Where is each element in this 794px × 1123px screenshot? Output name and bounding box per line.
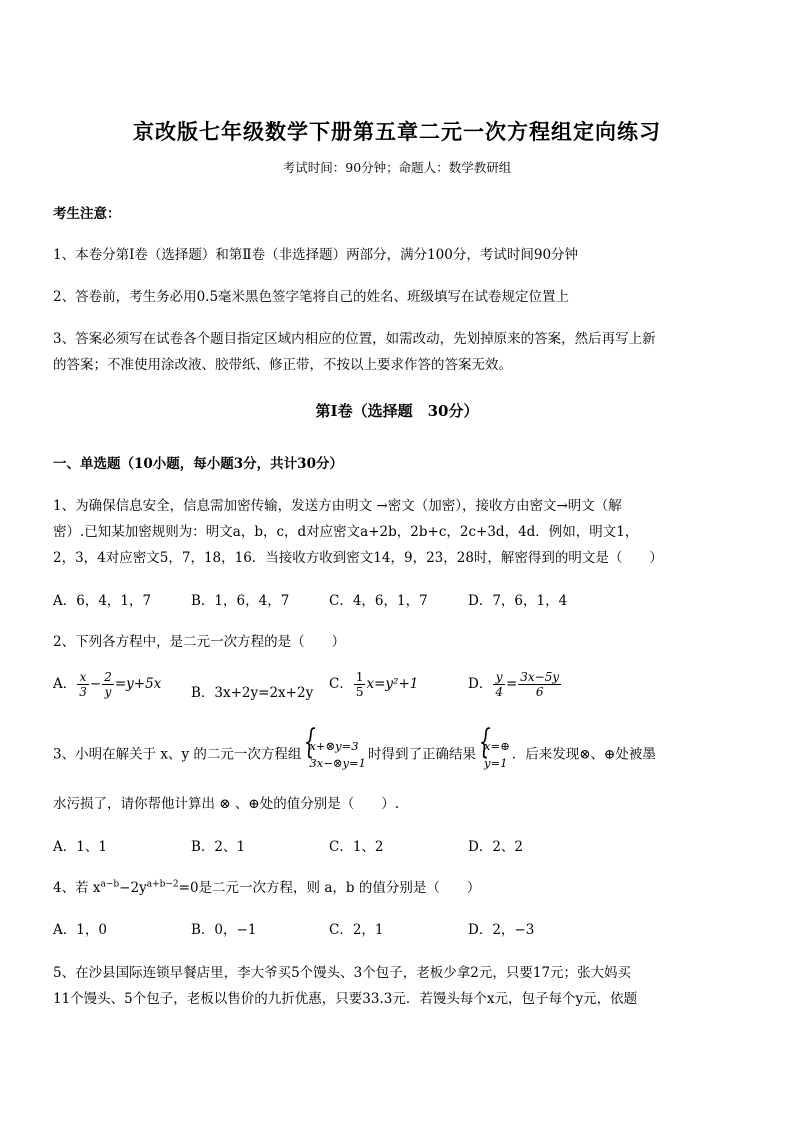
page-title: 京改版七年级数学下册第五章二元一次方程组定向练习: [133, 119, 661, 144]
q2-stem: 2、下列各方程中，是二元一次方程的是（ ）: [53, 634, 346, 650]
q1-stem-line: 1、为确保信息安全，信息需加密传输，发送方由明文 →密文（加密），接收方由密文→明文（解: [53, 498, 622, 514]
equation-system: { x+⊗y=3 3x−⊗y=1: [303, 738, 366, 772]
fraction: $\frac{3x-5y}{6}$: [520, 670, 560, 699]
fraction: $\frac{y}{4}$: [495, 670, 503, 699]
fraction: $\frac{2}{y}$: [104, 670, 112, 699]
fraction: $\frac{1}{5}$: [355, 670, 364, 699]
q2-option-a: A． $\frac{x}{3}$ − $\frac{2}{y}$ =y+5x: [53, 670, 162, 699]
q1-stem-line: 密）.已知某加密规则为：明文a，b，c，d对应密文a+2b，2b+c，2c+3d，4d．例如，明文1，: [53, 524, 639, 540]
fraction: $\frac{x}{3}$: [79, 670, 87, 699]
q4-option-b: B．0，−1: [191, 922, 257, 938]
notice-heading: 考生注意：: [53, 206, 121, 222]
q1-stem-line: 2，3，4对应密文5，7，18，16．当接收方收到密文14，9，23，28时，解密得到的明文是（ ）: [53, 550, 663, 566]
q3-option-c: C．1、2: [329, 839, 384, 855]
q3-option-b: B．2、1: [191, 839, 246, 855]
q2-option-c: C． $\frac{1}{5}$ x=y²+1: [329, 670, 419, 699]
q5-stem-line: 11个馒头、5个包子，老板以售价的九折优惠，只要33.3元．若馒头每个x元，包子每个y元，依题: [53, 991, 638, 1007]
q5-stem-line: 5、在沙县国际连锁早餐店里，李大爷买5个馒头、3个包子，老板少拿2元，只要17元；张大妈买: [53, 965, 632, 981]
q1-option-c: C．4，6，1，7: [329, 593, 428, 609]
option-label: A．: [53, 676, 77, 692]
solution-system: { x=⊕ y=1: [478, 738, 510, 772]
section-heading: 第Ⅰ卷（选择题 30分）: [315, 402, 479, 420]
q1-option-a: A．6，4，1，7: [53, 593, 152, 609]
q2-option-d: D． $\frac{y}{4}$ = $\frac{3x-5y}{6}$: [468, 670, 560, 699]
part-heading: 一、单选题（10小题，每小题3分，共计30分）: [53, 456, 343, 472]
q3-stem-line: 水污损了，请你帮他计算出 ⊗ 、⊕处的值分别是（ ）.: [53, 796, 399, 812]
q4-option-d: D．2，−3: [468, 922, 535, 938]
q4-stem: 4、若 $x^{a-b}-2y^{a+b-2}=0$是二元一次方程，则 a，b 的值分别是（ ）: [53, 879, 481, 896]
q2-option-b: B．3x+2y=2x+2y: [191, 685, 314, 701]
q4-option-c: C．2，1: [329, 922, 384, 938]
q1-option-b: B．1，6，4，7: [191, 593, 290, 609]
exam-info: 考试时间：90分钟；命题人：数学教研组: [282, 160, 512, 175]
notice-item: 3、答案必须写在试卷各个题目指定区域内相应的位置，如需改动，先划掉原来的答案，然后再写上新: [53, 331, 656, 347]
notice-item: 2、答卷前，考生务必用0.5毫米黑色签字笔将自己的姓名、班级填写在试卷规定位置上: [53, 289, 570, 305]
q3-option-d: D．2、2: [468, 839, 524, 855]
q4-option-a: A．1，0: [53, 922, 107, 938]
notice-item: 1、本卷分第Ⅰ卷（选择题）和第Ⅱ卷（非选择题）两部分，满分100分，考试时间90分钟: [53, 247, 579, 263]
option-label: D．: [468, 676, 493, 692]
option-label: C．: [329, 676, 353, 692]
notice-item: 的答案；不准使用涂改液、胶带纸、修正带，不按以上要求作答的答案无效。: [53, 357, 512, 373]
q1-option-d: D．7，6，1，4: [468, 593, 568, 609]
q3-stem-line: 3、小明在解关于 x、y 的二元一次方程组 { x+⊗y=3 3x−⊗y=1 时得到了正确结果 { x=⊕ y=1 ．后来发现⊗、⊕处被墨: [53, 738, 656, 772]
q3-option-a: A．1、1: [53, 839, 107, 855]
